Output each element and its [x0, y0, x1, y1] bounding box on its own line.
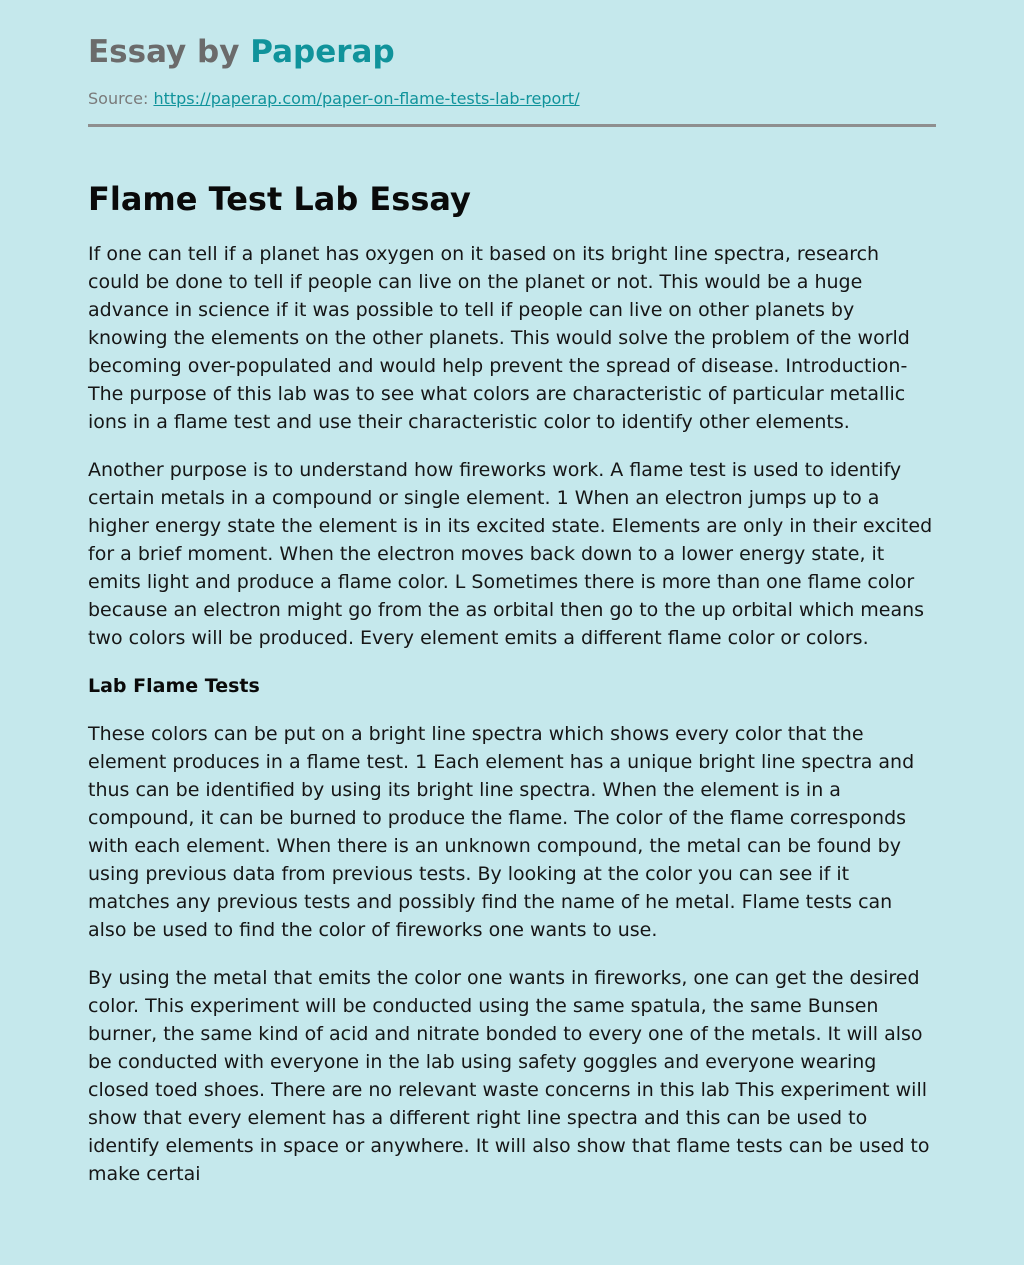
- header-divider: [88, 124, 936, 127]
- essay-paragraph: By using the metal that emits the color one wants in fireworks, one can get the desired color. This experiment will be conducted using the same spatula, the same Bunsen burner, the same kind of acid and nitrate bonded to every one of the metals. It will also be conducted with everyone in the lab using safety goggles and everyone wearing closed toed shoes. There are no relevant waste concerns in this lab This experiment will show that every element has a different right line spectra and this can be used to identify elements in space or anywhere. It will also show that flame tests can be used to make certai: [88, 967, 930, 1185]
- source-label: Source:: [88, 89, 149, 108]
- site-brand[interactable]: [88, 30, 936, 74]
- brand-name: Paperap: [250, 34, 395, 70]
- essay-paragraph: If one can tell if a planet has oxygen on it based on its bright line spectra, research could be done to tell if people can live on the planet or not. This would be a huge advance in science if it was possible to tell if people can live on other planets by knowing the elements on the other planets. This would solve the problem of the world becoming over-populated and would help prevent the spread of disease. Introduction- The purpose of this lab was to see what colors are characteristic of particular metallic ions in a flame test and use their characteristic color to identify other elements.: [88, 243, 910, 433]
- source-link[interactable]: https://paperap.com/paper-on-flame-tests-lab-report/: [153, 89, 580, 108]
- essay-body: [88, 240, 936, 1188]
- section-heading: Lab Flame Tests: [88, 675, 260, 697]
- essay-title: Flame Test Lab Essay: [88, 180, 471, 218]
- brand-prefix: Essay by: [88, 34, 251, 70]
- essay-paragraph: These colors can be put on a bright line spectra which shows every color that the element produces in a flame test. 1 Each element has a unique bright line spectra and thus can be identified by using its bright line spectra. When the element is in a compound, it can be burned to produce the flame. The color of the flame corresponds with each element. When there is an unknown compound, the metal can be found by using previous data from previous tests. By looking at the color you can see if it matches any previous tests and possibly find the name of he metal. Flame tests can also be used to find the color of fireworks one wants to use.: [88, 723, 915, 941]
- source-line: [88, 88, 936, 110]
- site-header: [88, 30, 936, 127]
- essay-paragraph: Another purpose is to understand how fireworks work. A flame test is used to identify certain metals in a compound or single element. 1 When an electron jumps up to a higher energy state the element is in its excited state. Elements are only in their excited for a brief moment. When the electron moves back down to a lower energy state, it emits light and produce a flame color. L Sometimes there is more than one flame color because an electron might go from the as orbital then go to the up orbital which means two colors will be produced. Every element emits a different flame color or colors.: [88, 459, 933, 649]
- essay-content: [88, 177, 936, 1188]
